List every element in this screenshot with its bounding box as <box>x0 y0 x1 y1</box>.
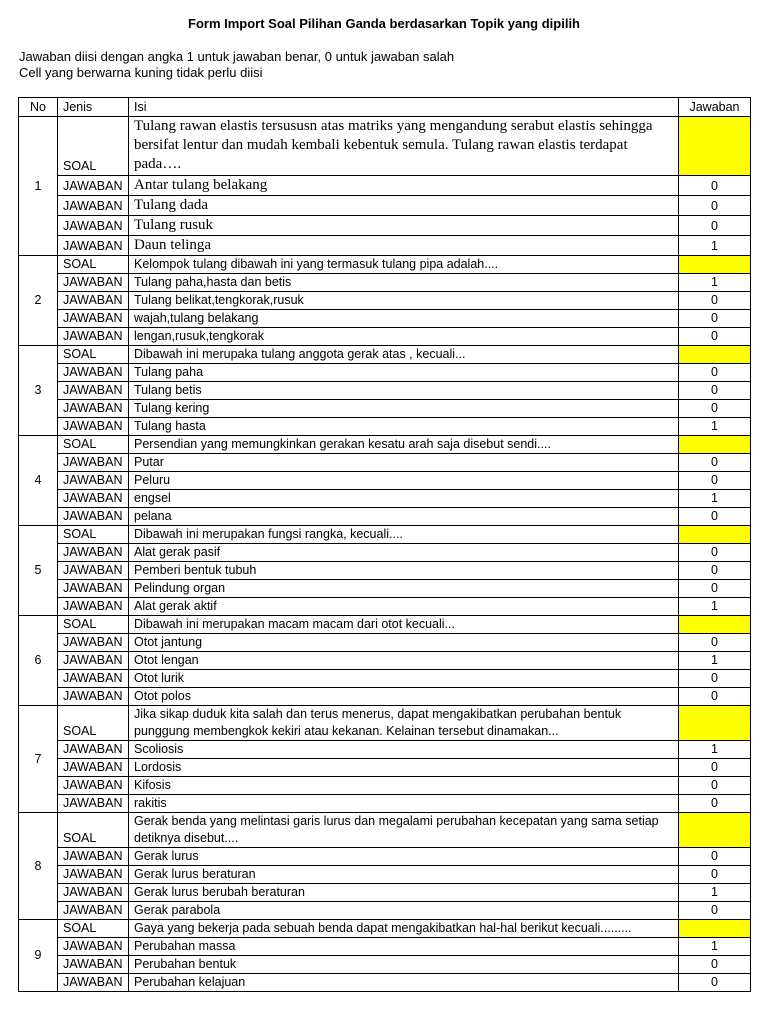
answer-row <box>19 382 751 400</box>
answer-text[interactable]: Gerak lurus berubah beraturan <box>129 884 679 902</box>
question-text[interactable]: Kelompok tulang dibawah ini yang termasuk tulang pipa adalah.... <box>129 256 679 274</box>
type-cell-jawaban: JAWABAN <box>58 634 129 652</box>
answer-text[interactable]: Kifosis <box>129 777 679 795</box>
answer-value[interactable]: 0 <box>679 562 751 580</box>
type-cell-soal: SOAL <box>58 616 129 634</box>
answer-row <box>19 795 751 813</box>
type-cell-jawaban: JAWABAN <box>58 652 129 670</box>
answer-value[interactable]: 1 <box>679 274 751 292</box>
header-isi: Isi <box>129 98 679 117</box>
type-cell-jawaban: JAWABAN <box>58 544 129 562</box>
type-cell-soal: SOAL <box>58 117 129 176</box>
type-cell-jawaban: JAWABAN <box>58 216 129 236</box>
answer-value[interactable]: 1 <box>679 741 751 759</box>
answer-value[interactable]: 1 <box>679 884 751 902</box>
type-cell-jawaban: JAWABAN <box>58 598 129 616</box>
answer-row <box>19 418 751 436</box>
answer-value[interactable]: 0 <box>679 364 751 382</box>
type-cell-jawaban: JAWABAN <box>58 418 129 436</box>
answer-text[interactable]: Otot lengan <box>129 652 679 670</box>
answer-row <box>19 848 751 866</box>
answer-row <box>19 598 751 616</box>
header-no: No <box>19 98 58 117</box>
answer-row <box>19 364 751 382</box>
answer-row <box>19 741 751 759</box>
answer-row <box>19 328 751 346</box>
question-row <box>19 616 751 634</box>
type-cell-jawaban: JAWABAN <box>58 759 129 777</box>
question-row <box>19 526 751 544</box>
answer-cell-disabled <box>679 436 751 454</box>
answer-text[interactable]: rakitis <box>129 795 679 813</box>
answer-value[interactable]: 0 <box>679 634 751 652</box>
question-row <box>19 813 751 848</box>
answer-value[interactable]: 0 <box>679 292 751 310</box>
answer-text[interactable]: Otot polos <box>129 688 679 706</box>
answer-text[interactable]: pelana <box>129 508 679 526</box>
question-row <box>19 256 751 274</box>
answer-row <box>19 866 751 884</box>
answer-value[interactable]: 0 <box>679 176 751 196</box>
answer-row <box>19 562 751 580</box>
answer-value[interactable]: 0 <box>679 544 751 562</box>
answer-row <box>19 216 751 236</box>
type-cell-jawaban: JAWABAN <box>58 236 129 256</box>
page-title: Form Import Soal Pilihan Ganda berdasarkan Topik yang dipilih <box>188 16 580 31</box>
answer-text[interactable]: Tulang betis <box>129 382 679 400</box>
question-text[interactable]: Jika sikap duduk kita salah dan terus menerus, dapat mengakibatkan perubahan bentuk punggung membengkok kekiri atau kekanan. Kelainan tersebut dinamakan... <box>129 706 679 741</box>
question-table <box>18 97 751 992</box>
type-cell-jawaban: JAWABAN <box>58 364 129 382</box>
answer-text[interactable]: Lordosis <box>129 759 679 777</box>
answer-text[interactable]: Alat gerak pasif <box>129 544 679 562</box>
answer-value[interactable]: 1 <box>679 652 751 670</box>
type-cell-jawaban: JAWABAN <box>58 562 129 580</box>
answer-row <box>19 454 751 472</box>
answer-text[interactable]: engsel <box>129 490 679 508</box>
question-number: 5 <box>19 526 58 616</box>
answer-cell-disabled <box>679 813 751 848</box>
question-row <box>19 706 751 741</box>
question-number: 6 <box>19 616 58 706</box>
type-cell-soal: SOAL <box>58 436 129 454</box>
answer-row <box>19 508 751 526</box>
answer-value[interactable]: 1 <box>679 236 751 256</box>
question-number: 1 <box>19 117 58 256</box>
question-number: 2 <box>19 256 58 346</box>
type-cell-jawaban: JAWABAN <box>58 884 129 902</box>
question-number: 8 <box>19 813 58 920</box>
answer-row <box>19 472 751 490</box>
question-text[interactable]: Dibawah ini merupakan macam macam dari otot kecuali... <box>129 616 679 634</box>
answer-text[interactable]: Daun telinga <box>129 236 679 256</box>
answer-row <box>19 670 751 688</box>
answer-text[interactable]: Tulang belikat,tengkorak,rusuk <box>129 292 679 310</box>
instruction-line: Jawaban diisi dengan angka 1 untuk jawaban benar, 0 untuk jawaban salah <box>19 49 455 64</box>
answer-value[interactable]: 0 <box>679 216 751 236</box>
answer-value[interactable]: 0 <box>679 688 751 706</box>
type-cell-jawaban: JAWABAN <box>58 741 129 759</box>
type-cell-jawaban: JAWABAN <box>58 956 129 974</box>
answer-text[interactable]: wajah,tulang belakang <box>129 310 679 328</box>
answer-text[interactable]: Otot lurik <box>129 670 679 688</box>
instruction-line: Cell yang berwarna kuning tidak perlu diisi <box>19 65 263 80</box>
answer-value[interactable]: 0 <box>679 759 751 777</box>
question-row <box>19 920 751 938</box>
answer-cell-disabled <box>679 526 751 544</box>
type-cell-soal: SOAL <box>58 526 129 544</box>
type-cell-jawaban: JAWABAN <box>58 382 129 400</box>
answer-row <box>19 777 751 795</box>
answer-row <box>19 196 751 216</box>
answer-row <box>19 688 751 706</box>
type-cell-jawaban: JAWABAN <box>58 454 129 472</box>
answer-row <box>19 652 751 670</box>
type-cell-jawaban: JAWABAN <box>58 670 129 688</box>
question-text[interactable]: Dibawah ini merupakan fungsi rangka, kecuali.... <box>129 526 679 544</box>
answer-value[interactable]: 1 <box>679 490 751 508</box>
answer-text[interactable]: Tulang hasta <box>129 418 679 436</box>
answer-text[interactable]: Perubahan bentuk <box>129 956 679 974</box>
type-cell-soal: SOAL <box>58 920 129 938</box>
type-cell-jawaban: JAWABAN <box>58 196 129 216</box>
answer-text[interactable]: Gerak lurus beraturan <box>129 866 679 884</box>
answer-value[interactable]: 0 <box>679 580 751 598</box>
type-cell-jawaban: JAWABAN <box>58 902 129 920</box>
answer-cell-disabled <box>679 346 751 364</box>
answer-text[interactable]: Tulang dada <box>129 196 679 216</box>
answer-cell-disabled <box>679 706 751 741</box>
answer-value[interactable]: 0 <box>679 196 751 216</box>
answer-text[interactable]: Gerak lurus <box>129 848 679 866</box>
answer-row <box>19 274 751 292</box>
answer-text[interactable]: Tulang kering <box>129 400 679 418</box>
answer-row <box>19 544 751 562</box>
type-cell-jawaban: JAWABAN <box>58 328 129 346</box>
answer-text[interactable]: Pelindung organ <box>129 580 679 598</box>
type-cell-jawaban: JAWABAN <box>58 292 129 310</box>
answer-value[interactable]: 0 <box>679 328 751 346</box>
answer-row <box>19 580 751 598</box>
type-cell-jawaban: JAWABAN <box>58 490 129 508</box>
type-cell-jawaban: JAWABAN <box>58 795 129 813</box>
answer-value[interactable]: 0 <box>679 508 751 526</box>
answer-cell-disabled <box>679 117 751 176</box>
answer-text[interactable]: Putar <box>129 454 679 472</box>
answer-value[interactable]: 0 <box>679 956 751 974</box>
type-cell-soal: SOAL <box>58 706 129 741</box>
type-cell-jawaban: JAWABAN <box>58 176 129 196</box>
type-cell-soal: SOAL <box>58 256 129 274</box>
type-cell-jawaban: JAWABAN <box>58 974 129 992</box>
answer-value[interactable]: 1 <box>679 598 751 616</box>
question-number: 7 <box>19 706 58 813</box>
header-row <box>19 98 751 117</box>
answer-value[interactable]: 0 <box>679 670 751 688</box>
answer-row <box>19 292 751 310</box>
answer-text[interactable]: lengan,rusuk,tengkorak <box>129 328 679 346</box>
answer-text[interactable]: Alat gerak aktif <box>129 598 679 616</box>
answer-row <box>19 236 751 256</box>
question-row <box>19 117 751 176</box>
answer-row <box>19 759 751 777</box>
type-cell-jawaban: JAWABAN <box>58 866 129 884</box>
type-cell-jawaban: JAWABAN <box>58 472 129 490</box>
answer-text[interactable]: Otot jantung <box>129 634 679 652</box>
question-text[interactable]: Gerak benda yang melintasi garis lurus dan megalami perubahan kecepatan yang sama setiap detiknya disebut.... <box>129 813 679 848</box>
answer-row <box>19 938 751 956</box>
answer-text[interactable]: Perubahan massa <box>129 938 679 956</box>
answer-row <box>19 490 751 508</box>
type-cell-jawaban: JAWABAN <box>58 508 129 526</box>
answer-row <box>19 310 751 328</box>
answer-value[interactable]: 0 <box>679 974 751 992</box>
answer-row <box>19 634 751 652</box>
answer-cell-disabled <box>679 256 751 274</box>
answer-text[interactable]: Tulang paha,hasta dan betis <box>129 274 679 292</box>
answer-value[interactable]: 0 <box>679 400 751 418</box>
answer-row <box>19 884 751 902</box>
question-number: 3 <box>19 346 58 436</box>
answer-row <box>19 400 751 418</box>
answer-text[interactable]: Tulang rusuk <box>129 216 679 236</box>
type-cell-jawaban: JAWABAN <box>58 274 129 292</box>
answer-row <box>19 902 751 920</box>
question-text[interactable]: Persendian yang memungkinkan gerakan kesatu arah saja disebut sendi.... <box>129 436 679 454</box>
type-cell-jawaban: JAWABAN <box>58 580 129 598</box>
answer-cell-disabled <box>679 616 751 634</box>
type-cell-jawaban: JAWABAN <box>58 310 129 328</box>
type-cell-soal: SOAL <box>58 813 129 848</box>
answer-value[interactable]: 1 <box>679 418 751 436</box>
type-cell-jawaban: JAWABAN <box>58 777 129 795</box>
question-number: 9 <box>19 920 58 992</box>
answer-text[interactable]: Pemberi bentuk tubuh <box>129 562 679 580</box>
question-row <box>19 346 751 364</box>
header-jawaban: Jawaban <box>679 98 751 117</box>
answer-text[interactable]: Peluru <box>129 472 679 490</box>
answer-value[interactable]: 0 <box>679 454 751 472</box>
type-cell-jawaban: JAWABAN <box>58 938 129 956</box>
type-cell-soal: SOAL <box>58 346 129 364</box>
answer-text[interactable]: Gerak parabola <box>129 902 679 920</box>
type-cell-jawaban: JAWABAN <box>58 848 129 866</box>
answer-row <box>19 956 751 974</box>
answer-value[interactable]: 0 <box>679 902 751 920</box>
answer-cell-disabled <box>679 920 751 938</box>
answer-row <box>19 176 751 196</box>
answer-text[interactable]: Antar tulang belakang <box>129 176 679 196</box>
answer-value[interactable]: 0 <box>679 472 751 490</box>
question-row <box>19 436 751 454</box>
answer-value[interactable]: 0 <box>679 382 751 400</box>
question-text[interactable]: Tulang rawan elastis tersususn atas matriks yang mengandung serabut elastis sehingga bersifat lentur dan mudah kembali kebentuk semula. Tulang rawan elastis terdapat pada…. <box>129 117 679 176</box>
answer-text[interactable]: Tulang paha <box>129 364 679 382</box>
answer-value[interactable]: 0 <box>679 848 751 866</box>
header-jenis: Jenis <box>58 98 129 117</box>
answer-value[interactable]: 0 <box>679 310 751 328</box>
answer-value[interactable]: 0 <box>679 866 751 884</box>
answer-value[interactable]: 0 <box>679 795 751 813</box>
type-cell-jawaban: JAWABAN <box>58 688 129 706</box>
answer-value[interactable]: 1 <box>679 938 751 956</box>
question-text[interactable]: Gaya yang bekerja pada sebuah benda dapat mengakibatkan hal-hal berikut kecuali......... <box>129 920 679 938</box>
answer-row <box>19 974 751 992</box>
question-text[interactable]: Dibawah ini merupaka tulang anggota gerak atas , kecuali... <box>129 346 679 364</box>
question-number: 4 <box>19 436 58 526</box>
answer-text[interactable]: Scoliosis <box>129 741 679 759</box>
answer-value[interactable]: 0 <box>679 777 751 795</box>
type-cell-jawaban: JAWABAN <box>58 400 129 418</box>
question-table-body <box>19 98 751 992</box>
answer-text[interactable]: Perubahan kelajuan <box>129 974 679 992</box>
